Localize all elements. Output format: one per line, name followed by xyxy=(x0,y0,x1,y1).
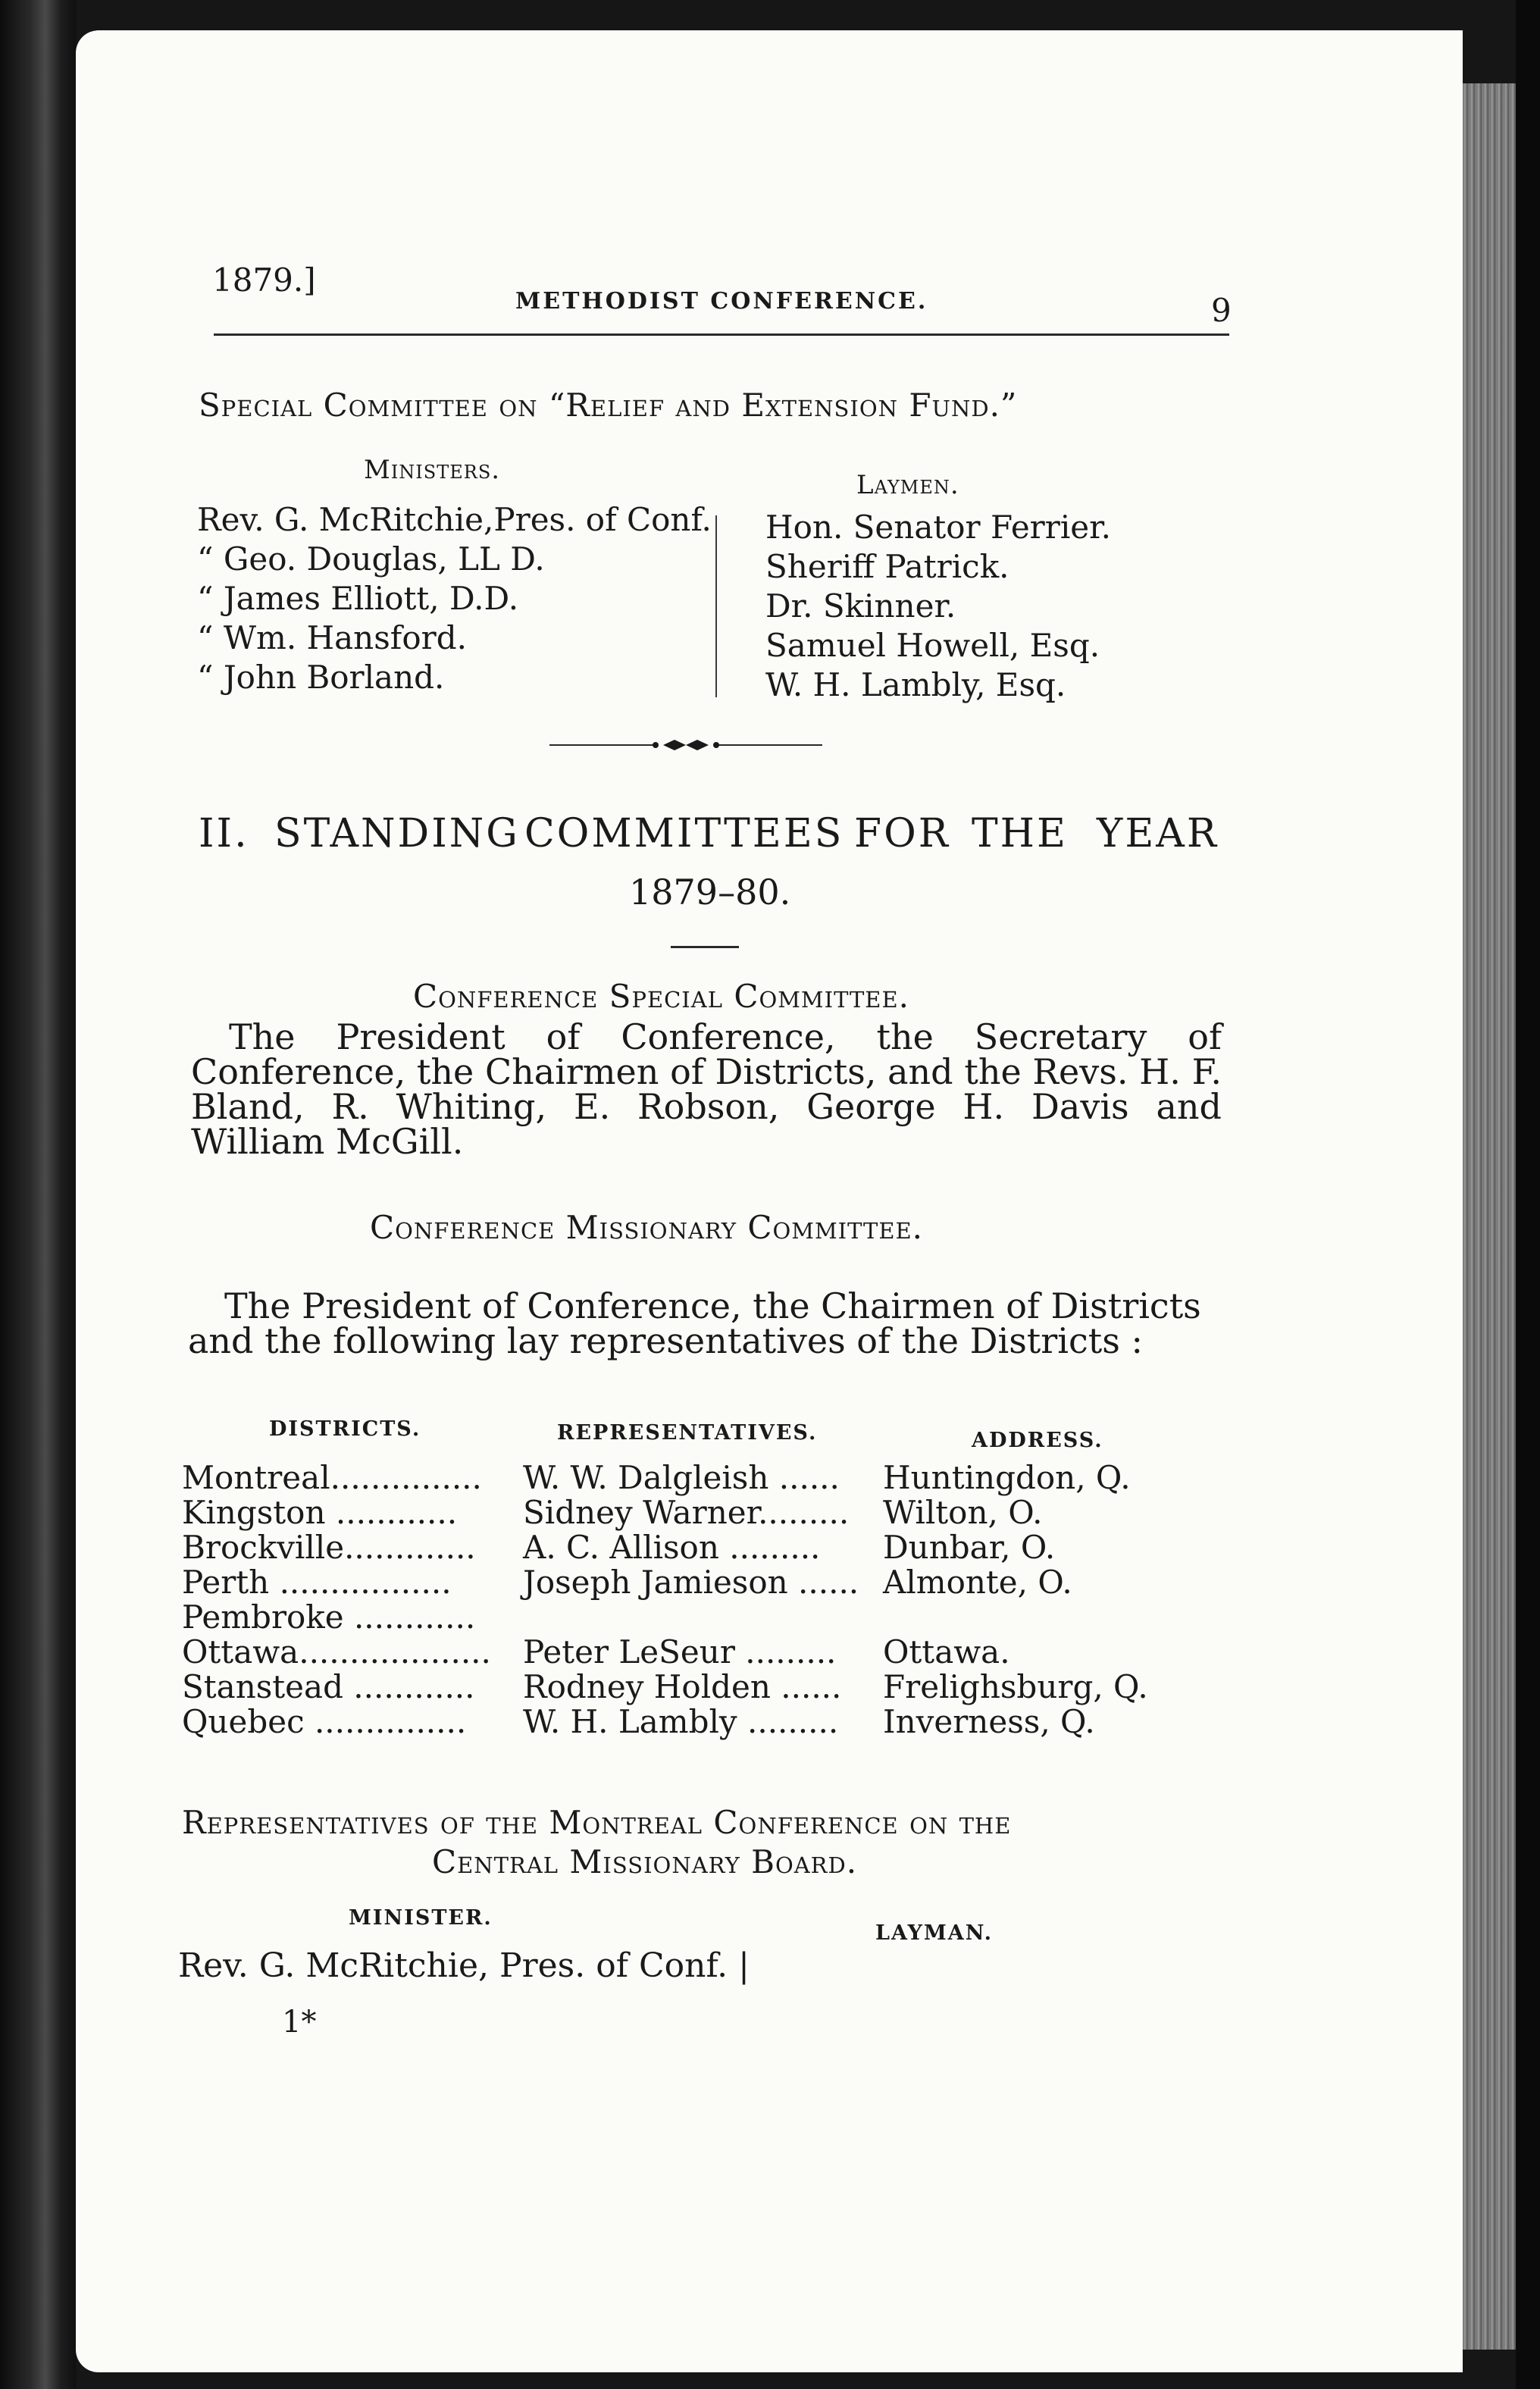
list-item: W. H. Lambly, Esq. xyxy=(765,666,1066,703)
list-item: “ John Borland. xyxy=(197,659,445,696)
representative-cell: W. W. Dalgleish ...... xyxy=(523,1459,840,1496)
signature-mark: 1* xyxy=(282,2005,317,2040)
title-word: YEAR xyxy=(1097,811,1219,856)
central-board-heading: Representatives of the Montreal Conference on the xyxy=(182,1804,1012,1841)
representative-cell: Rodney Holden ...... xyxy=(523,1668,842,1705)
district-cell: Montreal............... xyxy=(182,1459,482,1496)
districts-column-header: DISTRICTS. xyxy=(269,1417,421,1441)
book-binding xyxy=(0,0,76,2389)
title-word: FOR xyxy=(854,811,950,856)
representative-cell: Sidney Warner......... xyxy=(523,1494,850,1531)
address-cell: Almonte, O. xyxy=(883,1564,1072,1601)
table-row xyxy=(182,1494,1197,1529)
representative-cell: W. H. Lambly ......... xyxy=(523,1703,839,1740)
district-cell: Brockville............. xyxy=(182,1529,476,1566)
conference-special-committee-text: The President of Conference, the Secretary of Conference, the Chairmen of Districts, and the Revs. H. F. Bland, R. Whiting, E. Robson, George H. Davis and William McGill. xyxy=(191,1016,1222,1162)
special-committee-heading: Special Committee on “Relief and Extension Fund.” xyxy=(199,387,1018,424)
title-word: STANDING xyxy=(274,811,520,856)
address-cell: Dunbar, O. xyxy=(883,1529,1056,1566)
conference-missionary-committee-text: The President of Conference, the Chairmen of Districts and the following lay representatives of the Districts : xyxy=(188,1285,1201,1361)
minister-column-header: MINISTER. xyxy=(349,1906,493,1930)
title-word: COMMITTEES xyxy=(524,811,844,856)
list-item: “ Wm. Hansford. xyxy=(197,619,467,656)
table-row xyxy=(182,1529,1197,1564)
table-row xyxy=(182,1459,1197,1494)
conference-special-committee-heading: Conference Special Committee. xyxy=(413,978,909,1015)
scan-border xyxy=(1516,0,1540,2389)
representative-cell: Joseph Jamieson ...... xyxy=(523,1564,859,1601)
ministers-list xyxy=(197,500,712,697)
conference-missionary-committee-heading: Conference Missionary Committee. xyxy=(370,1209,924,1246)
district-cell: Pembroke ............ xyxy=(182,1598,476,1636)
table-row xyxy=(182,1564,1197,1601)
representative-cell: A. C. Allison ......... xyxy=(523,1529,821,1566)
address-cell: Wilton, O. xyxy=(883,1494,1043,1531)
table-row xyxy=(182,1668,1197,1703)
list-item: Rev. G. McRitchie,Pres. of Conf. xyxy=(197,501,712,538)
table-row xyxy=(182,1703,1197,1738)
address-column-header: ADDRESS. xyxy=(972,1429,1103,1452)
address-cell: Huntingdon, Q. xyxy=(883,1459,1131,1496)
list-item: “ Geo. Douglas, LL D. xyxy=(197,540,545,578)
running-header-year: 1879.] xyxy=(212,261,316,299)
title-word: II. xyxy=(199,811,249,856)
districts-table xyxy=(182,1459,1197,1738)
laymen-column-heading: Laymen. xyxy=(856,470,959,500)
title-word: THE xyxy=(972,811,1068,856)
representative-cell: Peter LeSeur ......... xyxy=(523,1633,837,1670)
address-cell: Ottawa. xyxy=(883,1633,1010,1670)
district-cell: Quebec ............... xyxy=(182,1703,467,1740)
central-board-heading-line2: Central Missionary Board. xyxy=(432,1843,858,1880)
header-rule xyxy=(214,333,1229,336)
list-item: Hon. Senator Ferrier. xyxy=(765,509,1111,546)
address-cell: Frelighsburg, Q. xyxy=(883,1668,1148,1705)
page-fore-edge xyxy=(1463,83,1516,2350)
short-rule xyxy=(671,946,739,948)
ministers-column-heading: Ministers. xyxy=(364,455,501,485)
district-cell: Kingston ............ xyxy=(182,1494,458,1531)
page-number: 9 xyxy=(1211,292,1232,329)
district-cell: Ottawa................... xyxy=(182,1633,491,1670)
address-cell: Inverness, Q. xyxy=(883,1703,1095,1740)
column-divider xyxy=(715,515,717,697)
list-item: Sheriff Patrick. xyxy=(765,548,1009,585)
list-item: Samuel Howell, Esq. xyxy=(765,627,1100,664)
district-cell: Perth ................. xyxy=(182,1564,452,1601)
ornament-divider xyxy=(549,734,822,756)
laymen-list xyxy=(765,508,1111,705)
minister-entry: Rev. G. McRitchie, Pres. of Conf. | xyxy=(178,1946,750,1985)
list-item: Dr. Skinner. xyxy=(765,587,956,625)
district-cell: Stanstead ............ xyxy=(182,1668,475,1705)
table-row xyxy=(182,1633,1197,1668)
running-header-title: METHODIST CONFERENCE. xyxy=(515,288,928,315)
layman-column-header: LAYMAN. xyxy=(875,1921,994,1945)
table-row xyxy=(182,1598,1197,1636)
representatives-column-header: REPRESENTATIVES. xyxy=(557,1421,818,1445)
list-item: “ James Elliott, D.D. xyxy=(197,580,519,617)
standing-committees-year: 1879–80. xyxy=(629,872,791,913)
